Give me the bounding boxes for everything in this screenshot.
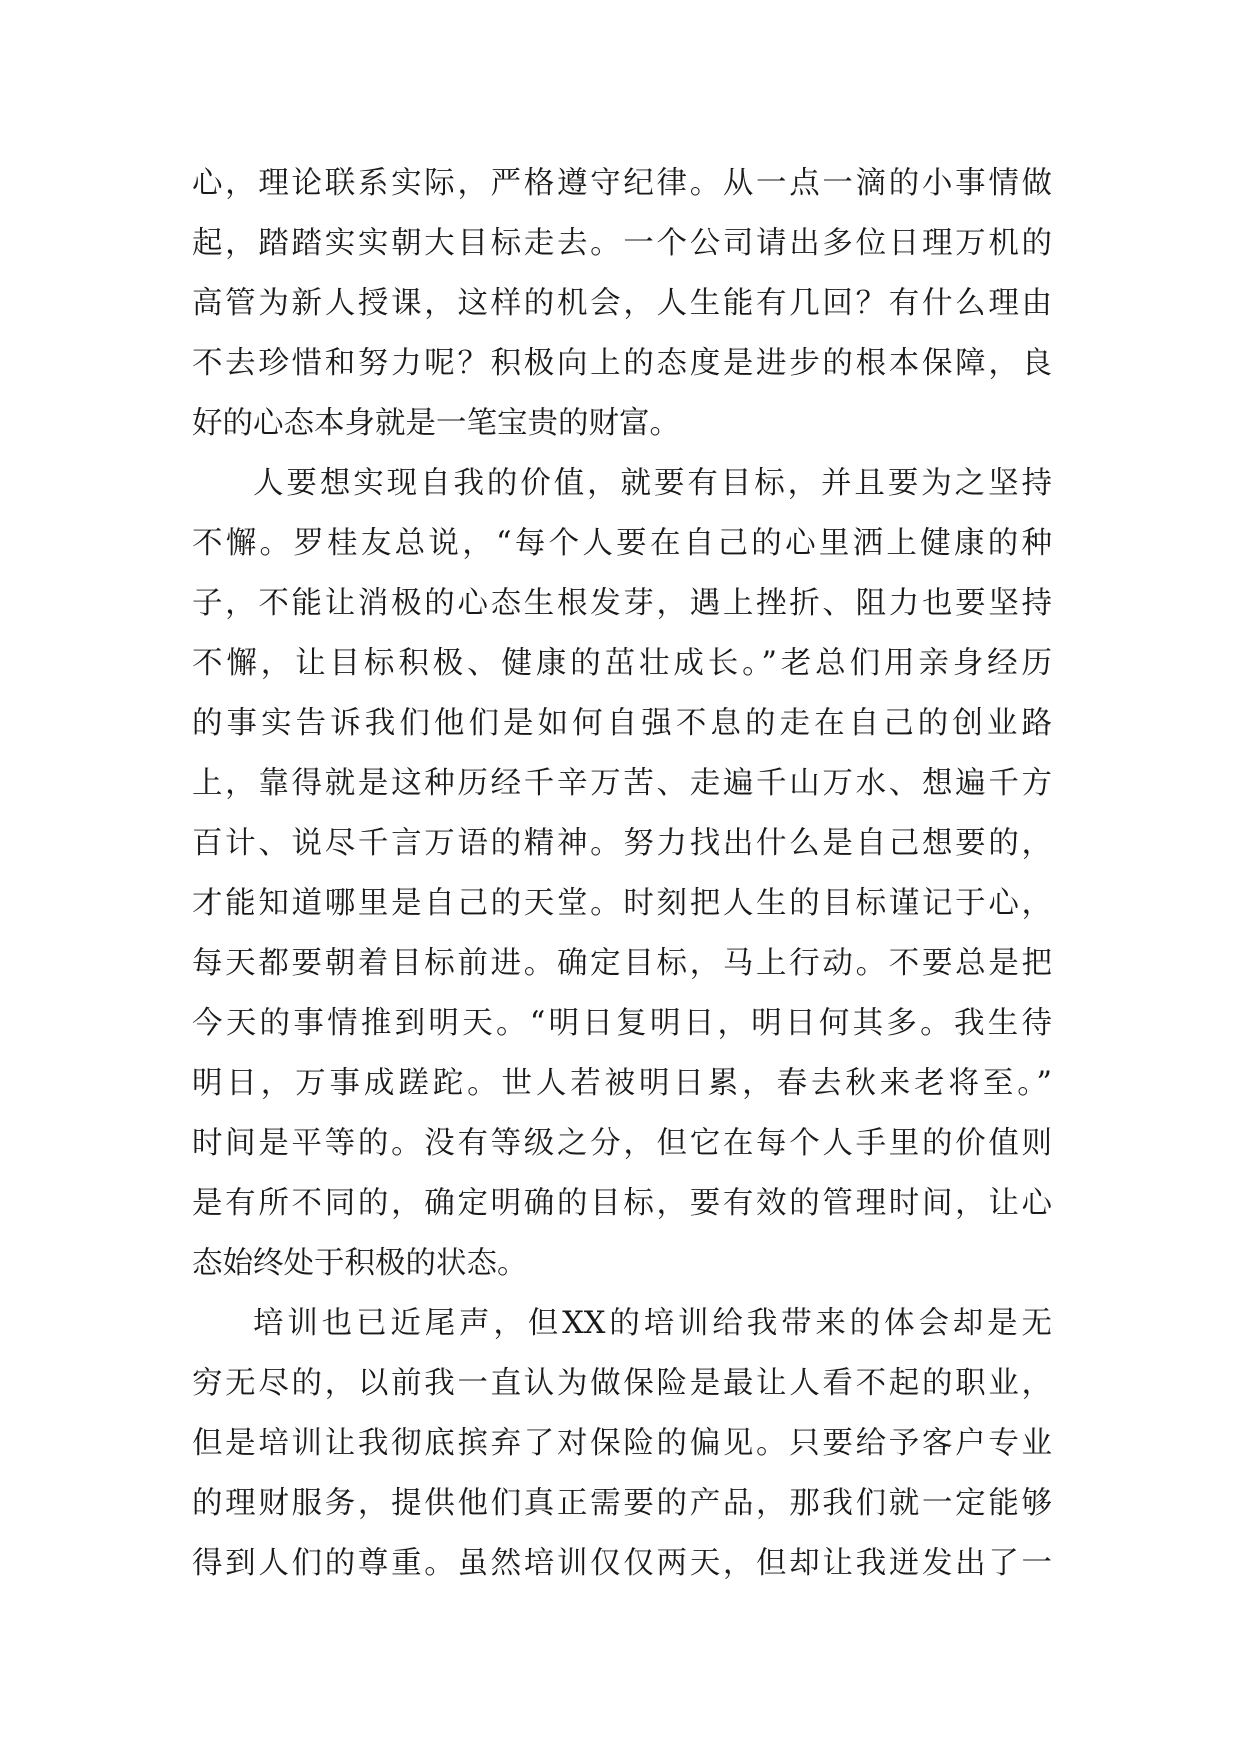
paragraph-2: [192, 454, 1052, 1294]
text-line: 培训也已近尾声，但XX的培训给我带来的体会却是无: [253, 1306, 1052, 1341]
text-line: 今天的事情推到明天。“明日复明日，明日何其多。我生待: [192, 1006, 1052, 1041]
text-line: 心，理论联系实际，严格遵守纪律。从一点一滴的小事情做: [192, 166, 1052, 201]
text-line: 不懈。罗桂友总说，“每个人要在自己的心里洒上健康的种: [192, 526, 1052, 561]
text-line: 人要想实现自我的价值，就要有目标，并且要为之坚持: [253, 466, 1052, 501]
paragraph-1: [192, 154, 1052, 454]
paragraph-3: [192, 1294, 1052, 1594]
text-line: 不去珍惜和努力呢？积极向上的态度是进步的根本保障，良: [192, 346, 1052, 381]
text-line: 子，不能让消极的心态生根发芽，遇上挫折、阻力也要坚持: [192, 586, 1052, 621]
text-line: 但是培训让我彻底摈弃了对保险的偏见。只要给予客户专业: [192, 1426, 1052, 1461]
text-line: 每天都要朝着目标前进。确定目标，马上行动。不要总是把: [192, 946, 1052, 981]
text-line: 的事实告诉我们他们是如何自强不息的走在自己的创业路: [192, 706, 1052, 741]
text-line: 好的心态本身就是一笔宝贵的财富。: [192, 406, 680, 441]
text-line: 穷无尽的，以前我一直认为做保险是最让人看不起的职业，: [192, 1366, 1052, 1401]
text-line: 不懈，让目标积极、健康的茁壮成长。”老总们用亲身经历: [192, 646, 1052, 681]
text-line: 百计、说尽千言万语的精神。努力找出什么是自己想要的，: [192, 826, 1052, 861]
text-line: 上，靠得就是这种历经千辛万苦、走遍千山万水、想遍千方: [192, 766, 1052, 801]
body-text: [192, 154, 1052, 1594]
text-line: 是有所不同的，确定明确的目标，要有效的管理时间，让心: [192, 1186, 1052, 1221]
text-line: 时间是平等的。没有等级之分，但它在每个人手里的价值则: [192, 1126, 1052, 1161]
text-line: 的理财服务，提供他们真正需要的产品，那我们就一定能够: [192, 1486, 1052, 1521]
text-line: 态始终处于积极的状态。: [192, 1246, 528, 1281]
text-line: 高管为新人授课，这样的机会，人生能有几回？有什么理由: [192, 286, 1052, 321]
text-line: 得到人们的尊重。虽然培训仅仅两天，但却让我迸发出了一: [192, 1546, 1052, 1581]
text-line: 起，踏踏实实朝大目标走去。一个公司请出多位日理万机的: [192, 226, 1052, 261]
text-line: 才能知道哪里是自己的天堂。时刻把人生的目标谨记于心，: [192, 886, 1052, 921]
text-line: 明日，万事成蹉跎。世人若被明日累，春去秋来老将至。”: [192, 1066, 1052, 1101]
